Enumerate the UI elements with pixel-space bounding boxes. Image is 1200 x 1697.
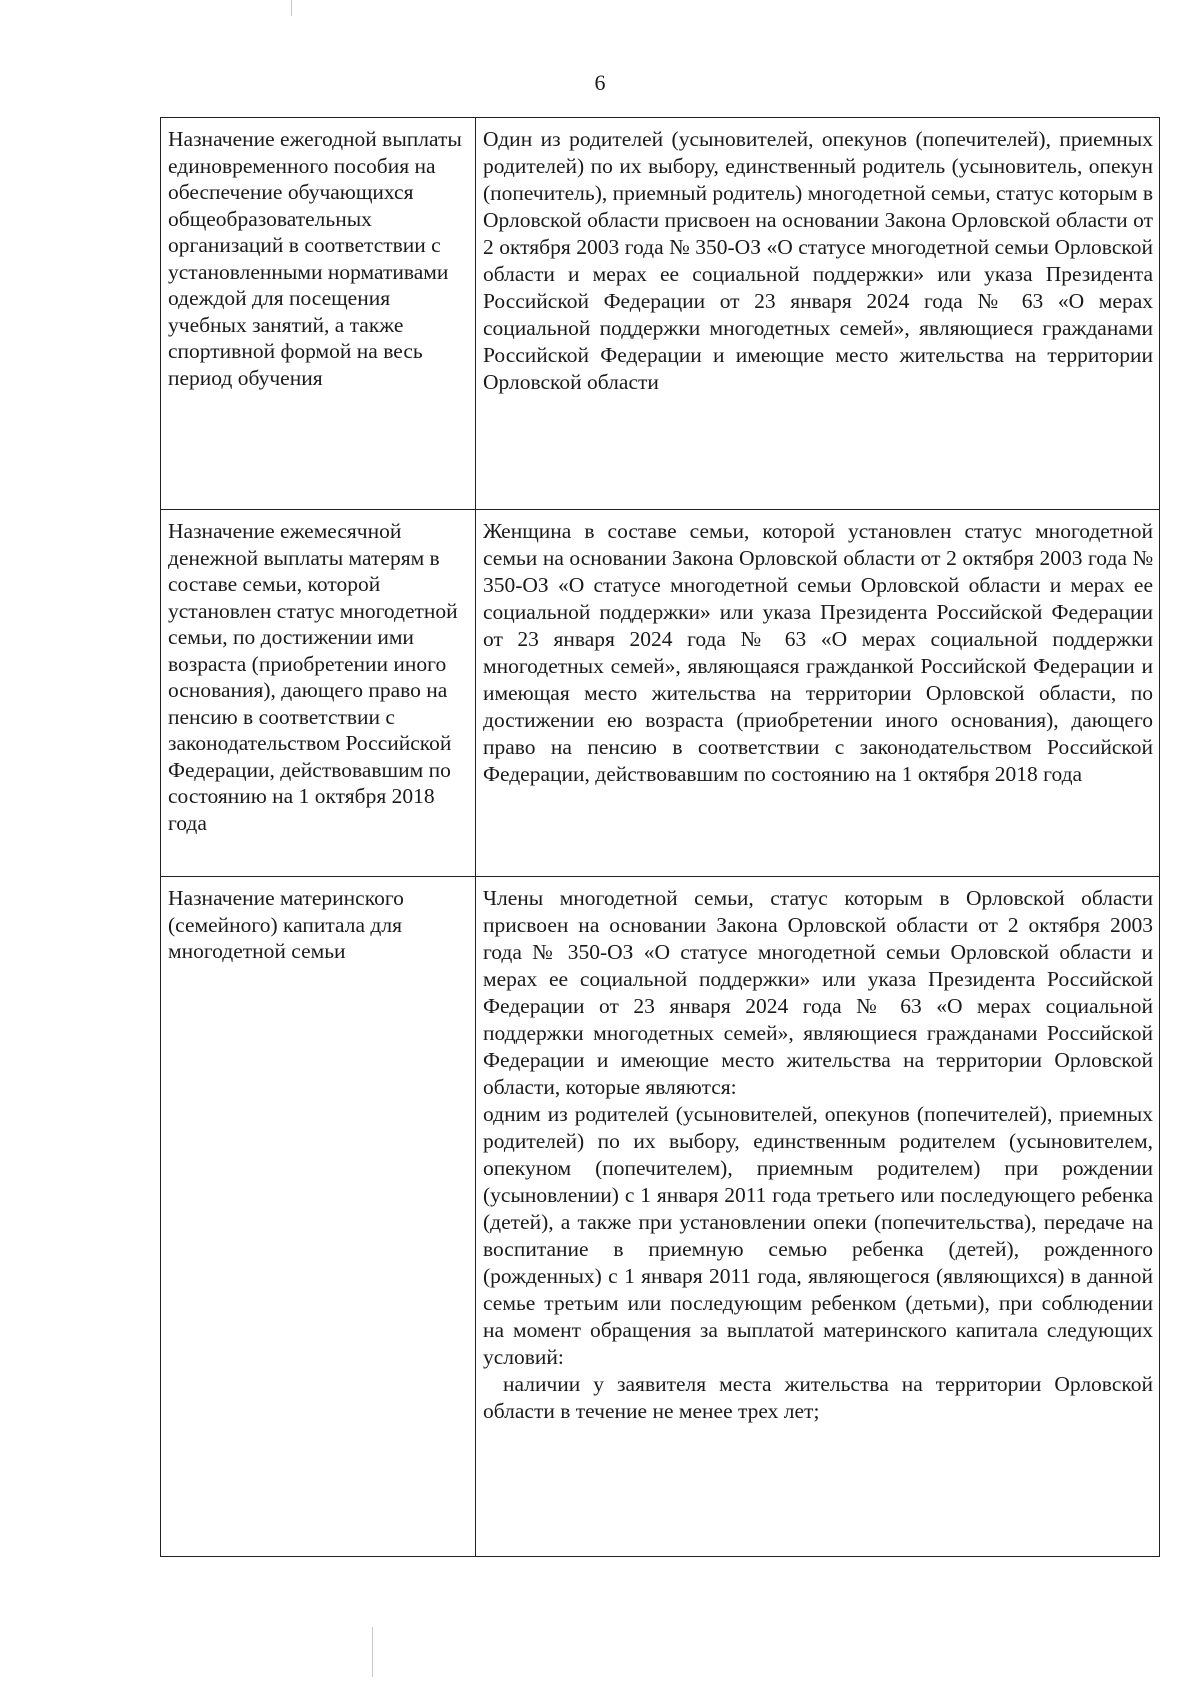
page-number: 6 — [594, 70, 606, 95]
recipients-paragraph: одним из родителей (усыновителей, опекунов (попечителей), приемных родителей) по их выбору, единственным родителем (усыновителем, опекуном (попечителем), приемным родителем) при рождении (усыновлении) с 1 января 2011 года третьего или последующего ребенка (детей), а также при установлении опеки (попечительства), передаче на воспитание в приемную семью ребенка (детей), рожденного (рожденных) с 1 января 2011 года, являющегося (являющихся) в данной семье третьим или последующим ребенком (детьми), при соблюдении на момент обращения за выплатой материнского капитала следующих условий: — [483, 1102, 1153, 1369]
recipients-cell — [476, 118, 1160, 510]
table-row — [161, 118, 1160, 510]
measure-name-cell: Назначение ежегодной выплаты единовременного пособия на обеспечение обучающихся общеобразовательных организаций в соответствии с установленными нормативами одеждой для посещения учебных занятий, а также спортивной формой на весь период обучения — [161, 118, 476, 510]
recipients-paragraph: Женщина в составе семьи, которой установлен статус многодетной семьи на основании Закона Орловской области от 2 октября 2003 года № 350-ОЗ «О статусе многодетной семьи Орловской области и мерах ее социальной поддержки» или указа Президента Российской Федерации от 23 января 2024 года № 63 «О мерах социальной поддержки многодетных семей», являющаяся гражданкой Российской Федерации и имеющая место жительства на территории Орловской области, по достижении ею возраста (приобретении иного основания), дающего право на пенсию в соответствии с законодательством Российской Федерации, действовавшим по состоянию на 1 октября 2018 года — [483, 519, 1153, 786]
scan-artifact-bottom — [372, 1627, 373, 1677]
table-row — [161, 877, 1160, 1557]
measure-name-cell: Назначение материнского (семейного) капитала для многодетной семьи — [161, 877, 476, 1557]
recipients-cell — [476, 877, 1160, 1557]
recipients-cell — [476, 510, 1160, 877]
measures-table — [160, 117, 1160, 1557]
recipients-paragraph: Один из родителей (усыновителей, опекунов (попечителей), приемных родителей) по их выбору, единственный родитель (усыновитель, опекун (попечитель), приемный родитель) многодетной семьи, статус которым в Орловской области присвоен на основании Закона Орловской области от 2 октября 2003 года № 350-ОЗ «О статусе многодетной семьи Орловской области и мерах ее социальной поддержки» или указа Президента Российской Федерации от 23 января 2024 года № 63 «О мерах социальной поддержки многодетных семей», являющиеся гражданами Российской Федерации и имеющие место жительства на территории Орловской области — [483, 127, 1153, 394]
measure-name-cell: Назначение ежемесячной денежной выплаты матерям в составе семьи, которой установлен статус многодетной семьи, по достижении ими возраста (приобретении иного основания), дающего право на пенсию в соответствии с законодательством Российской Федерации, действовавшим по состоянию на 1 октября 2018 года — [161, 510, 476, 877]
table-row — [161, 510, 1160, 877]
recipients-paragraph: Члены многодетной семьи, статус которым в Орловской области присвоен на основании Закона Орловской области от 2 октября 2003 года № 350-ОЗ «О статусе многодетной семьи Орловской области и мерах ее социальной поддержки» или указа Президента Российской Федерации от 23 января 2024 года № 63 «О мерах социальной поддержки многодетных семей», являющиеся гражданами Российской Федерации и имеющие место жительства на территории Орловской области, которые являются: — [483, 886, 1153, 1099]
recipients-paragraph: наличии у заявителя места жительства на территории Орловской области в течение не менее трех лет; — [483, 1372, 1153, 1423]
scan-artifact-top — [291, 0, 292, 16]
